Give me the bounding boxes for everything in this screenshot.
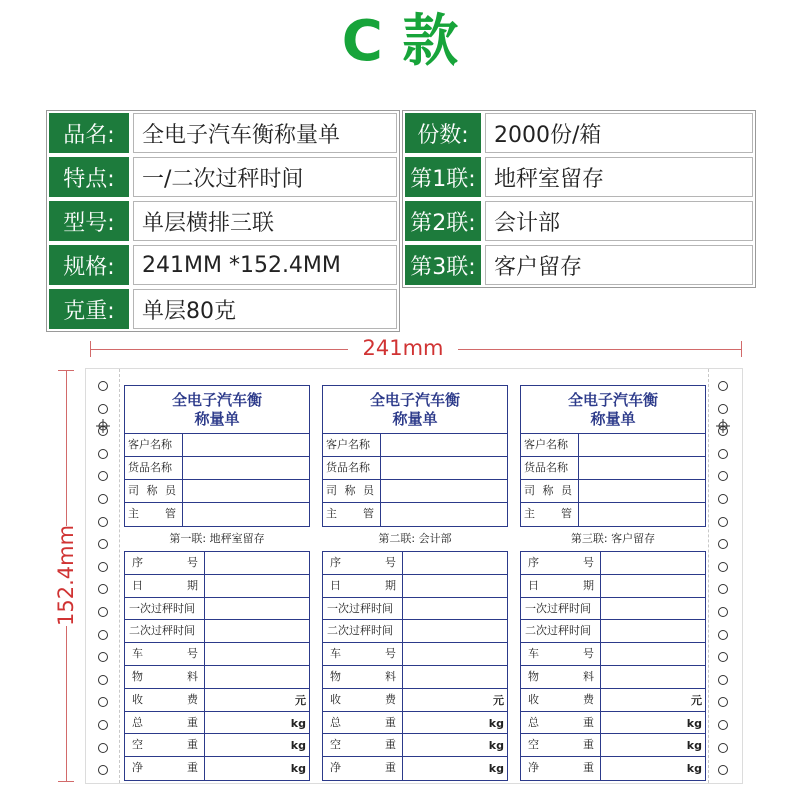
slip-body-unit: kg: [686, 716, 702, 730]
width-dimension-tick: [741, 341, 742, 357]
slip-title-line1: 全电子汽车衡: [369, 391, 460, 409]
width-dimension-label: 241mm: [348, 336, 458, 360]
slip-header-row: [521, 434, 705, 457]
slip-body-label: [125, 712, 205, 734]
slip-body-label: 一次过秤时间: [323, 598, 403, 620]
slip-header-value: [381, 434, 507, 456]
slip-title-line2: 称量单: [194, 410, 240, 428]
slip-body-label: [521, 689, 601, 711]
spec-right-key: 第2联:: [405, 201, 481, 241]
label-char: 物: [132, 669, 143, 683]
slip-body-row: [323, 689, 507, 712]
slip-body-label: [125, 757, 205, 780]
spec-table-left: [46, 110, 400, 332]
slip-header-value: [579, 434, 705, 456]
slip-body-unit: [601, 666, 705, 688]
spec-left-row: [47, 111, 399, 155]
height-dimension-label: 152.4mm: [54, 524, 78, 626]
weighing-slip: [124, 385, 310, 781]
spec-left-key: 型号:: [49, 201, 129, 241]
label-char: 管: [561, 507, 572, 520]
slip-header-row: [323, 457, 507, 480]
spec-right-key: 第1联:: [405, 157, 481, 197]
slip-body-row: [125, 552, 309, 575]
slip-header-label: 客户名称: [125, 434, 183, 456]
label-char: 总: [528, 715, 539, 729]
slip-body-label: 一次过秤时间: [521, 598, 601, 620]
label-char: 净: [330, 761, 341, 775]
label-char: 期: [583, 578, 594, 592]
slip-body-unit: [403, 643, 507, 665]
label-char: 司: [524, 484, 535, 497]
spec-left-value: 一/二次过秤时间: [133, 157, 397, 197]
tractor-hole: [98, 404, 108, 414]
spec-left-value: 241MM *152.4MM: [133, 245, 397, 285]
spec-left-key: 特点:: [49, 157, 129, 197]
slip-header-label: [521, 503, 579, 526]
spec-left-row: [47, 243, 399, 287]
label-char: 期: [385, 578, 396, 592]
slip-header-label: 货品名称: [125, 457, 183, 479]
slip-body-unit: kg: [686, 739, 702, 753]
slip-header-row: [125, 503, 309, 526]
label-char: 空: [528, 738, 539, 752]
slip-body-label: [521, 575, 601, 597]
label-char: 日: [132, 578, 143, 592]
tractor-hole: [98, 743, 108, 753]
slip-header-row: [521, 503, 705, 526]
width-dimension-tick: [90, 341, 91, 357]
tractor-hole: [98, 381, 108, 391]
label-char: 重: [583, 738, 594, 752]
slip-body-box: [322, 551, 508, 781]
spec-left-value: 单层80克: [133, 289, 397, 329]
tractor-hole: [98, 562, 108, 572]
tractor-hole: [98, 494, 108, 504]
label-char: 净: [528, 761, 539, 775]
spec-right-key: 第3联:: [405, 245, 481, 285]
spec-right-row: [403, 155, 755, 199]
label-char: 车: [132, 647, 143, 661]
slip-body-label: [521, 666, 601, 688]
label-char: 号: [583, 556, 594, 569]
label-char: 司: [128, 484, 139, 497]
slip-body-row: [323, 734, 507, 757]
slip-body-label: 二次过秤时间: [521, 620, 601, 642]
label-char: 费: [187, 692, 198, 706]
registration-mark-icon: [96, 419, 110, 433]
label-char: 期: [187, 578, 198, 592]
label-char: 序: [528, 556, 539, 569]
label-char: 重: [187, 738, 198, 752]
label-char: 号: [385, 556, 396, 569]
tractor-hole: [98, 607, 108, 617]
label-char: 重: [187, 761, 198, 775]
slip-header-box: [124, 385, 310, 527]
slip-body-unit: [601, 620, 705, 642]
slip-body-label: 二次过秤时间: [323, 620, 403, 642]
label-char: 管: [363, 507, 374, 520]
slip-body-row: [323, 575, 507, 598]
label-char: 称: [146, 484, 158, 497]
slip-body-label: [125, 666, 205, 688]
slip-body-row: [323, 666, 507, 689]
slip-body-row: [323, 643, 507, 666]
label-char: 收: [330, 692, 341, 706]
slip-header-value: [381, 480, 507, 502]
slip-body-unit: [403, 598, 507, 620]
label-char: 物: [528, 669, 539, 683]
page-title: C 款: [341, 9, 459, 74]
slip-header-row: [125, 434, 309, 457]
label-char: 序: [330, 556, 341, 569]
slip-body-row: [323, 757, 507, 780]
slip-body-unit: [205, 620, 309, 642]
slip-body-unit: [403, 620, 507, 642]
slip-body-unit: 元: [493, 693, 504, 707]
label-char: 员: [363, 484, 374, 497]
slip-body-box: [520, 551, 706, 781]
label-char: 主: [524, 507, 535, 520]
label-char: 总: [132, 715, 143, 729]
tractor-hole: [718, 404, 728, 414]
label-char: 车: [330, 647, 341, 661]
slip-body-label: [323, 712, 403, 734]
tractor-hole: [718, 743, 728, 753]
label-char: 物: [330, 669, 341, 683]
slip-body-unit: 元: [691, 693, 702, 707]
slip-body-label: [323, 643, 403, 665]
height-dimension-tick: [58, 370, 74, 371]
slip-body-unit: [601, 598, 705, 620]
slip-body-row: [323, 598, 507, 621]
slip-header-value: [579, 503, 705, 526]
slip-body-unit: kg: [488, 762, 504, 776]
label-char: 重: [583, 761, 594, 775]
tractor-hole: [98, 675, 108, 685]
slip-header-label: 货品名称: [521, 457, 579, 479]
tractor-hole: [718, 449, 728, 459]
slip-header-label: [521, 480, 579, 502]
label-char: 收: [132, 692, 143, 706]
spec-right-value: 客户留存: [485, 245, 753, 285]
tractor-hole: [718, 494, 728, 504]
slip-body-row: [521, 666, 705, 689]
spec-right-key: 份数:: [405, 113, 481, 153]
slip-header-row: [323, 503, 507, 526]
slip-header-box: [322, 385, 508, 527]
slip-body-row: [323, 620, 507, 643]
slip-header-value: [183, 434, 309, 456]
slip-header-label: 客户名称: [521, 434, 579, 456]
slip-body-row: [125, 757, 309, 780]
label-char: 号: [187, 556, 198, 569]
slip-body-label: [125, 689, 205, 711]
label-char: 费: [385, 692, 396, 706]
spec-table-right: [402, 110, 756, 288]
slip-body-row: [125, 712, 309, 735]
label-char: 料: [385, 669, 396, 683]
slip-body-label: [521, 757, 601, 780]
spec-right-value: 地秤室留存: [485, 157, 753, 197]
slip-header-label: [125, 480, 183, 502]
label-char: 主: [128, 507, 139, 520]
slip-title: [323, 386, 507, 434]
label-char: 号: [385, 647, 396, 661]
label-char: 号: [187, 647, 198, 661]
slip-body-unit: kg: [290, 716, 306, 730]
slip-body-row: [125, 734, 309, 757]
slip-body-label: [323, 734, 403, 756]
slip-title: [125, 386, 309, 434]
slip-body-label: [521, 552, 601, 574]
slip-body-row: [521, 598, 705, 621]
spec-right-row: [403, 111, 755, 155]
slip-body-label: [521, 734, 601, 756]
slip-body-row: [125, 689, 309, 712]
label-char: 空: [132, 738, 143, 752]
slip-body-row: [125, 620, 309, 643]
slip-body-unit: [205, 598, 309, 620]
weighing-slip: [322, 385, 508, 781]
label-char: 净: [132, 761, 143, 775]
label-char: 空: [330, 738, 341, 752]
tractor-hole: [718, 675, 728, 685]
slip-title: [521, 386, 705, 434]
label-char: 车: [528, 647, 539, 661]
weighing-slip: [520, 385, 706, 781]
slip-body-unit: [205, 666, 309, 688]
label-char: 日: [330, 578, 341, 592]
form-paper-preview: [85, 368, 743, 784]
slip-title-line1: 全电子汽车衡: [567, 391, 658, 409]
slip-body-unit: kg: [488, 739, 504, 753]
slip-body-unit: [403, 552, 507, 574]
slip-header-value: [381, 457, 507, 479]
slip-header-row: [521, 480, 705, 503]
slip-header-value: [183, 480, 309, 502]
tractor-hole: [718, 517, 728, 527]
slip-body-label: [125, 552, 205, 574]
label-char: 料: [187, 669, 198, 683]
label-char: 收: [528, 692, 539, 706]
slip-copy-label: 第一联: 地秤室留存: [169, 532, 265, 545]
spec-right-value: 会计部: [485, 201, 753, 241]
label-char: 员: [561, 484, 572, 497]
label-char: 日: [528, 578, 539, 592]
slip-body-row: [521, 712, 705, 735]
spec-left-row: [47, 199, 399, 243]
slip-body-row: [125, 666, 309, 689]
label-char: 主: [326, 507, 337, 520]
slip-body-unit: [403, 666, 507, 688]
slip-body-unit: [601, 643, 705, 665]
slip-body-row: [323, 552, 507, 575]
slip-header-label: [323, 503, 381, 526]
slip-header-value: [381, 503, 507, 526]
label-char: 称: [344, 484, 356, 497]
tractor-hole: [718, 562, 728, 572]
slip-header-value: [183, 503, 309, 526]
slip-copy-label: 第三联: 客户留存: [570, 532, 656, 545]
slip-body-row: [125, 575, 309, 598]
spec-left-value: 单层横排三联: [133, 201, 397, 241]
slip-body-unit: [205, 575, 309, 597]
tractor-hole: [718, 630, 728, 640]
slip-title-line2: 称量单: [392, 410, 438, 428]
spec-left-row: [47, 287, 399, 331]
label-char: 司: [326, 484, 337, 497]
slip-body-label: [521, 643, 601, 665]
tractor-hole: [718, 720, 728, 730]
label-char: 费: [583, 692, 594, 706]
label-char: 料: [583, 669, 594, 683]
height-dimension-tick: [58, 781, 74, 782]
label-char: 总: [330, 715, 341, 729]
label-char: 管: [165, 507, 176, 520]
slip-body-label: [323, 666, 403, 688]
slip-body-label: [125, 734, 205, 756]
slip-body-row: [521, 620, 705, 643]
slip-header-box: [520, 385, 706, 527]
slip-body-row: [521, 643, 705, 666]
slip-body-row: [323, 712, 507, 735]
slip-body-row: [521, 757, 705, 780]
label-char: 重: [385, 738, 396, 752]
spec-left-key: 品名:: [49, 113, 129, 153]
slip-body-unit: [601, 575, 705, 597]
slip-header-label: [323, 480, 381, 502]
spec-right-row: [403, 243, 755, 287]
tractor-hole: [718, 607, 728, 617]
label-char: 重: [583, 715, 594, 729]
spec-left-row: [47, 155, 399, 199]
slip-header-row: [323, 434, 507, 457]
label-char: 重: [385, 715, 396, 729]
slip-body-row: [521, 734, 705, 757]
spec-left-value: 全电子汽车衡称量单: [133, 113, 397, 153]
slip-header-value: [579, 457, 705, 479]
tractor-hole: [98, 630, 108, 640]
slip-body-unit: 元: [295, 693, 306, 707]
label-char: 员: [165, 484, 176, 497]
slip-title-line1: 全电子汽车衡: [171, 391, 262, 409]
slip-body-unit: kg: [290, 762, 306, 776]
label-char: 重: [385, 761, 396, 775]
spec-left-key: 规格:: [49, 245, 129, 285]
slip-header-row: [323, 480, 507, 503]
tractor-hole: [98, 449, 108, 459]
tractor-hole: [98, 517, 108, 527]
slip-body-label: [323, 552, 403, 574]
slip-header-value: [183, 457, 309, 479]
slip-body-label: 一次过秤时间: [125, 598, 205, 620]
slip-body-row: [521, 575, 705, 598]
slip-body-unit: kg: [686, 762, 702, 776]
slip-header-label: [125, 503, 183, 526]
tractor-hole: [98, 720, 108, 730]
slip-header-row: [125, 480, 309, 503]
slip-body-row: [125, 643, 309, 666]
slip-body-label: [323, 757, 403, 780]
slip-copy-label: 第二联: 会计部: [378, 532, 452, 545]
slip-body-unit: kg: [488, 716, 504, 730]
slip-body-unit: kg: [290, 739, 306, 753]
label-char: 称: [542, 484, 554, 497]
spec-right-row: [403, 199, 755, 243]
slip-body-row: [125, 598, 309, 621]
slip-body-label: [323, 575, 403, 597]
slip-body-label: [323, 689, 403, 711]
label-char: 序: [132, 556, 143, 569]
slip-body-label: [125, 643, 205, 665]
registration-mark-icon: [716, 419, 730, 433]
slip-body-unit: [205, 552, 309, 574]
slip-title-line2: 称量单: [590, 410, 636, 428]
slip-body-unit: [403, 575, 507, 597]
label-char: 重: [187, 715, 198, 729]
slip-header-value: [579, 480, 705, 502]
slip-header-label: 客户名称: [323, 434, 381, 456]
slip-body-unit: [205, 643, 309, 665]
spec-left-key: 克重:: [49, 289, 129, 329]
slip-header-row: [521, 457, 705, 480]
tractor-hole: [718, 381, 728, 391]
spec-right-value: 2000份/箱: [485, 113, 753, 153]
slip-header-label: 货品名称: [323, 457, 381, 479]
slip-body-label: [125, 575, 205, 597]
slip-body-label: 二次过秤时间: [125, 620, 205, 642]
slip-header-row: [125, 457, 309, 480]
slip-body-unit: [601, 552, 705, 574]
label-char: 号: [583, 647, 594, 661]
slip-body-row: [521, 689, 705, 712]
slip-body-label: [521, 712, 601, 734]
slip-body-row: [521, 552, 705, 575]
slip-body-box: [124, 551, 310, 781]
